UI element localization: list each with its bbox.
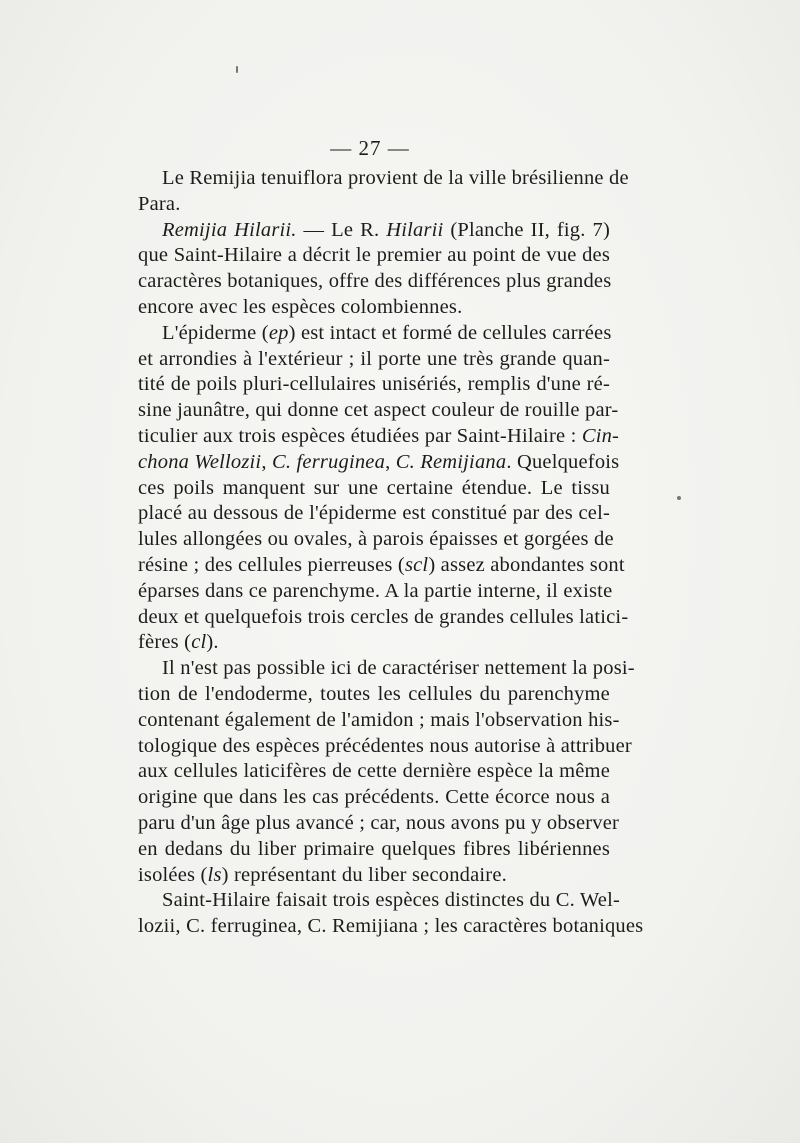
text-line: L'épiderme (ep) est intact et formé de cellules carrées [162, 321, 612, 344]
text-line: Saint-Hilaire faisait trois espèces distinctes du C. Wel- [162, 889, 620, 912]
text-line: deux et quelquefois trois cercles de grandes cellules latici- [138, 605, 629, 628]
text-line: aux cellules laticifères de cette dernière espèce la même [138, 760, 610, 783]
paragraph [138, 166, 629, 218]
text-line: tion de l'endoderme, toutes les cellules du parenchyme [138, 682, 610, 705]
scan-speck [677, 496, 681, 500]
text-line: que Saint-Hilaire a décrit le premier au point de vue des [138, 244, 610, 267]
text-line: ces poils manquent sur une certaine étendue. Le tissu [138, 476, 610, 499]
text-line: sine jaunâtre, qui donne cet aspect couleur de rouille par- [138, 399, 619, 422]
body-text [138, 166, 644, 940]
paragraph [138, 656, 635, 888]
species-name: Hilarii [386, 218, 444, 241]
text-line: tologique des espèces précédentes nous autorise à attribuer [138, 734, 632, 757]
text-line: Remijia Hilarii. — Le R. Hilarii (Planche II, fig. 7) [162, 218, 610, 241]
text-line: fères (cl). [138, 631, 219, 654]
section-heading: Remijia Hilarii. [162, 218, 297, 241]
text-line: placé au dessous de l'épiderme est constitué par des cel- [138, 502, 610, 525]
text-line: origine que dans les cas précédents. Cette écorce nous a [138, 786, 610, 809]
text-line: encore avec les espèces colombiennes. [138, 295, 463, 318]
text-line: Le Remijia tenuiflora provient de la ville brésilienne de [162, 167, 629, 189]
text-line: en dedans du liber primaire quelques fibres libériennes [138, 837, 610, 860]
page-number: — 27 — [330, 136, 410, 160]
text-line: contenant également de l'amidon ; mais l'observation his- [138, 708, 620, 731]
text-line: chona Wellozii, C. ferruginea, C. Remijiana. Quelquefois [138, 450, 620, 473]
text-line: paru d'un âge plus avancé ; car, nous avons pu y observer [138, 811, 620, 834]
text-line: Para. [138, 192, 181, 215]
text-line: et arrondies à l'extérieur ; il porte une très grande quan- [138, 347, 610, 370]
text-line: Il n'est pas possible ici de caractériser nettement la posi- [162, 657, 635, 680]
text-line: ticulier aux trois espèces étudiées par Saint-Hilaire : Cin- [138, 424, 620, 447]
text-line: tité de poils pluri-cellulaires unisériés, remplis d'une ré- [138, 373, 610, 396]
text-line: résine ; des cellules pierreuses (scl) assez abondantes sont [138, 553, 625, 576]
paragraph [138, 218, 610, 321]
text-line: isolées (ls) représentant du liber secondaire. [138, 863, 507, 886]
text-line: éparses dans ce parenchyme. A la partie interne, il existe [138, 579, 613, 602]
paragraph [138, 321, 629, 656]
paragraph [138, 888, 644, 940]
text-line: caractères botaniques, offre des différences plus grandes [138, 270, 612, 293]
text-line: lozii, C. ferruginea, C. Remijiana ; les caractères botaniques [138, 915, 644, 938]
scan-speck [236, 66, 238, 73]
text-line: lules allongées ou ovales, à parois épaisses et gorgées de [138, 528, 614, 551]
